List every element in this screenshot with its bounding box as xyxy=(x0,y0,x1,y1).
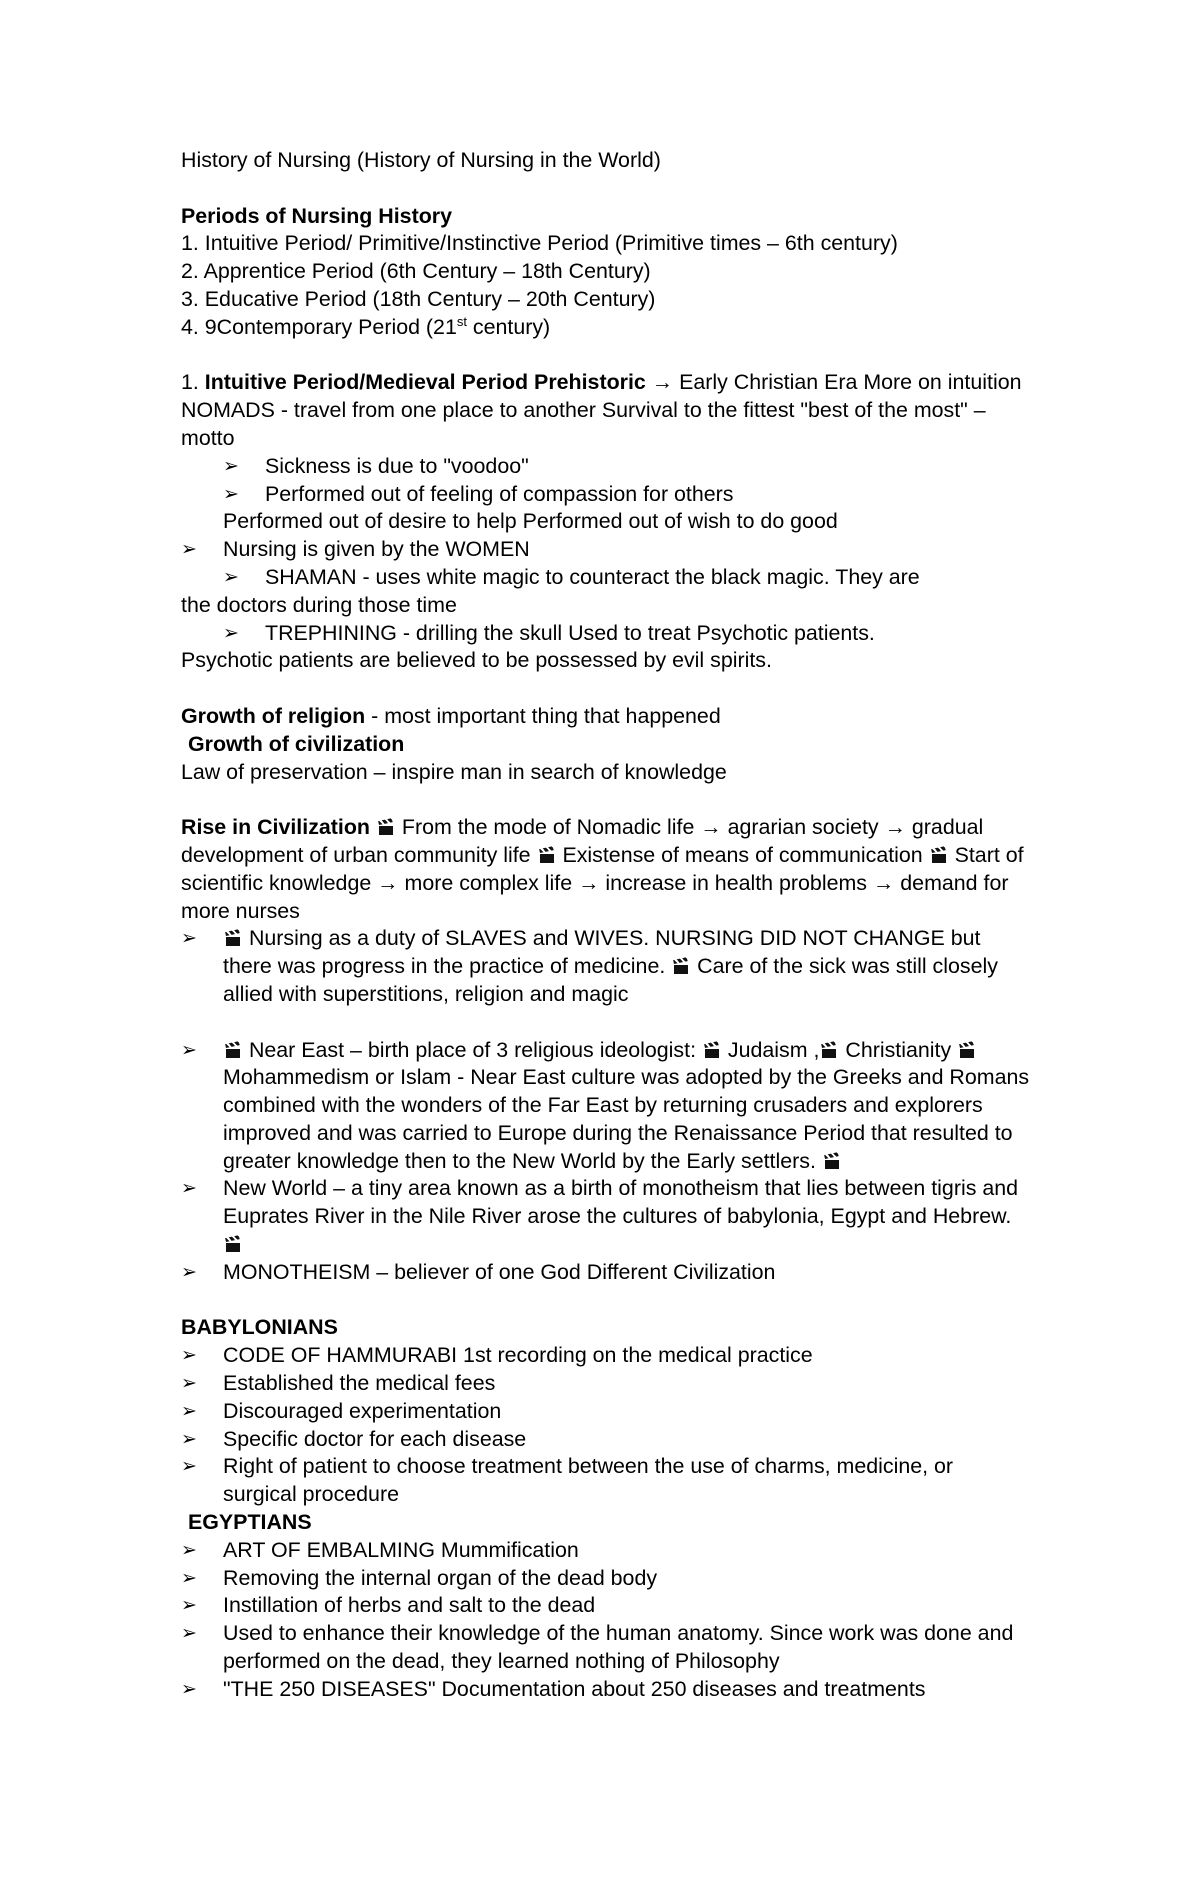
bullet-item: ➢ CODE OF HAMMURABI 1st recording on the medical practice xyxy=(181,1342,1031,1370)
babylonians-heading: BABYLONIANS xyxy=(181,1315,338,1340)
rise-paragraph: Rise in Civilization From the mode of Nomadic life → agrarian society → gradual development of urban community life Existense of means of communication Start of scientific knowledge → more complex life → increase in health problems → demand for more nurses xyxy=(181,815,1024,923)
bullet-item: ➢ Performed out of feeling of compassion for others xyxy=(181,481,1031,509)
bullet-item: ➢ Right of patient to choose treatment between the use of charms, medicine, or surgical procedure xyxy=(181,1454,954,1507)
arrowhead-bullet-icon: ➢ xyxy=(181,1261,197,1283)
clapperboard-icon xyxy=(225,1238,241,1252)
arrowhead-bullet-icon: ➢ xyxy=(181,1678,197,1700)
clapperboard-icon xyxy=(821,1044,837,1058)
bullet-item: ➢ Nursing is given by the WOMEN xyxy=(181,536,1031,564)
periods-heading: Periods of Nursing History xyxy=(181,203,452,228)
law-of-preservation: Law of preservation – inspire man in search of knowledge xyxy=(181,759,727,784)
clapperboard-icon xyxy=(704,1044,720,1058)
arrowhead-bullet-icon: ➢ xyxy=(181,1595,197,1617)
bullet-item: ➢ Nursing as a duty of SLAVES and WIVES. NURSING DID NOT CHANGE but there was progress in the practice of medicine. Care of the sick was still closely allied with superstitions, religion and magic xyxy=(181,926,998,1006)
clapperboard-icon xyxy=(931,849,947,863)
egyptians-heading: EGYPTIANS xyxy=(188,1510,312,1535)
period-item: 4. 9Contemporary Period (21st century) xyxy=(181,313,551,339)
bullet-item: ➢ SHAMAN - uses white magic to counteract the black magic. They are xyxy=(181,564,1031,592)
bullet-item: ➢ TREPHINING - drilling the skull Used to treat Psychotic patients. xyxy=(181,620,1031,648)
bullet-item: ➢ MONOTHEISM – believer of one God Different Civilization xyxy=(181,1259,1031,1287)
period-item: 3. Educative Period (18th Century – 20th Century) xyxy=(181,286,656,311)
arrowhead-bullet-icon: ➢ xyxy=(223,622,239,644)
arrowhead-bullet-icon: ➢ xyxy=(181,1428,197,1450)
growth-religion: Growth of religion - most important thing that happened xyxy=(181,703,721,728)
bullet-item: ➢ Instillation of herbs and salt to the dead xyxy=(181,1592,1031,1620)
bullet-item: ➢ Removing the internal organ of the dead body xyxy=(181,1565,1031,1593)
clapperboard-icon xyxy=(225,1044,241,1058)
intuitive-paragraph: 1. Intuitive Period/Medieval Period Prehistoric → Early Christian Era More on intuition NOMADS - travel from one place to another Survival to the fittest "best of the most" – motto xyxy=(181,370,1022,450)
arrowhead-bullet-icon: ➢ xyxy=(181,1345,197,1367)
arrowhead-bullet-icon: ➢ xyxy=(223,483,239,505)
bullet-item: ➢ Established the medical fees xyxy=(181,1370,1031,1398)
arrowhead-bullet-icon: ➢ xyxy=(181,539,197,561)
arrowhead-bullet-icon: ➢ xyxy=(223,566,239,588)
document-title: History of Nursing (History of Nursing in the World) xyxy=(181,148,661,172)
arrowhead-bullet-icon: ➢ xyxy=(181,1373,197,1395)
arrowhead-bullet-icon: ➢ xyxy=(181,1456,197,1478)
period-item: 1. Intuitive Period/ Primitive/Instinctive Period (Primitive times – 6th century) xyxy=(181,231,898,256)
arrowhead-bullet-icon: ➢ xyxy=(181,1623,197,1645)
arrowhead-bullet-icon: ➢ xyxy=(181,1567,197,1589)
desire-line: Performed out of desire to help Performed out of wish to do good xyxy=(223,509,838,534)
arrowhead-bullet-icon: ➢ xyxy=(181,1539,197,1561)
clapperboard-icon xyxy=(539,849,555,863)
arrowhead-bullet-icon: ➢ xyxy=(181,1178,197,1200)
clapperboard-icon xyxy=(824,1155,840,1169)
bullet-item: ➢ ART OF EMBALMING Mummification xyxy=(181,1537,1031,1565)
arrowhead-bullet-icon: ➢ xyxy=(223,455,239,477)
trephining-continuation: Psychotic patients are believed to be possessed by evil spirits. xyxy=(181,648,772,673)
clapperboard-icon xyxy=(959,1044,975,1058)
bullet-item: ➢ "THE 250 DISEASES" Documentation about 250 diseases and treatments xyxy=(181,1676,1031,1704)
period-item: 2. Apprentice Period (6th Century – 18th Century) xyxy=(181,259,651,284)
growth-civilization-heading: Growth of civilization xyxy=(188,731,405,756)
clapperboard-icon xyxy=(673,960,689,974)
bullet-item: ➢ Sickness is due to "voodoo" xyxy=(181,453,1031,481)
clapperboard-icon xyxy=(378,821,394,835)
arrowhead-bullet-icon: ➢ xyxy=(181,1039,197,1061)
bullet-item: ➢ Specific doctor for each disease xyxy=(181,1426,1031,1454)
bullet-item: ➢ Used to enhance their knowledge of the human anatomy. Since work was done and performed on the dead, they learned nothing of Philosophy xyxy=(181,1621,1014,1674)
shaman-continuation: the doctors during those time xyxy=(181,592,457,617)
arrowhead-bullet-icon: ➢ xyxy=(181,928,197,950)
document-body xyxy=(181,147,1031,1704)
arrowhead-bullet-icon: ➢ xyxy=(181,1400,197,1422)
clapperboard-icon xyxy=(225,932,241,946)
bullet-item: ➢ Discouraged experimentation xyxy=(181,1398,1031,1426)
bullet-item: ➢ New World – a tiny area known as a birth of monotheism that lies between tigris and Euprates River in the Nile River arose the cultures of babylonia, Egypt and Hebrew. xyxy=(181,1175,1031,1258)
bullet-item: ➢ Near East – birth place of 3 religious ideologist: Judaism , Christianity Mohammedism or Islam - Near East culture was adopted by the Greeks and Romans combined with the wonders of the Far East by returning crusaders and explorers improved and was carried to Europe during the Renaissance Period that resulted to greater knowledge then to the New World by the Early settlers. xyxy=(181,1037,1030,1173)
